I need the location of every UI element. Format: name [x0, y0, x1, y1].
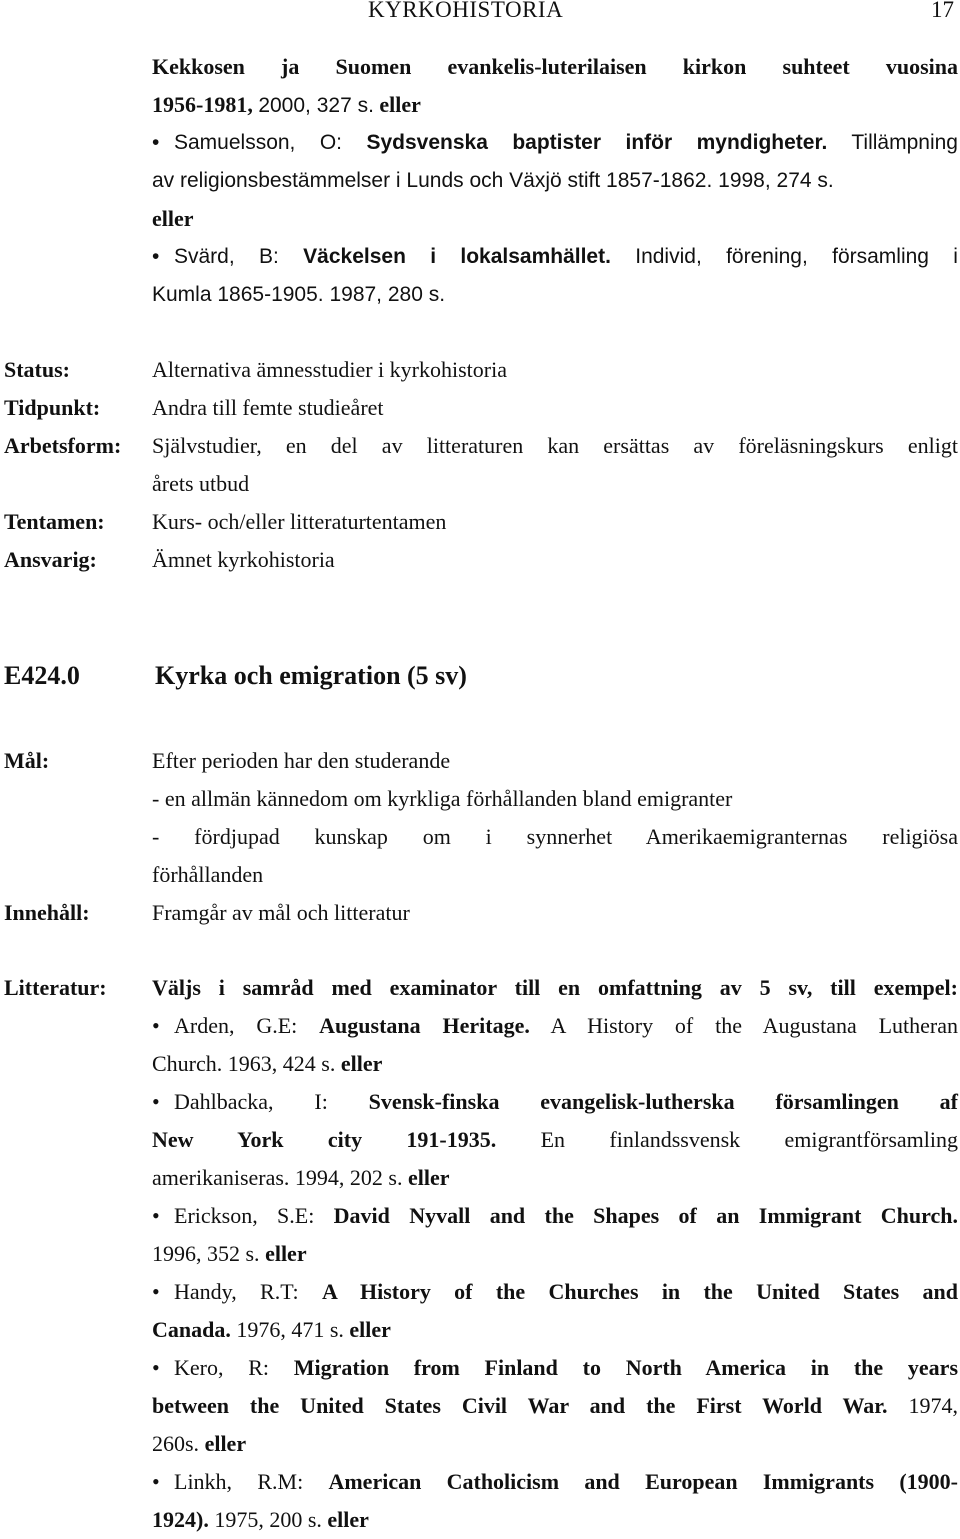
svard-line-1: • Svärd, B: Väckelsen i lokalsamhället. Individ, förening, församling i [152, 245, 958, 268]
goal-line-3: - fördjupad kunskap om i synnerhet Amerikaemigranternas religiösa [152, 824, 958, 849]
dahlbacka-line-1: • Dahlbacka, I: Svensk-finska evangelisk-lutherska församlingen af [152, 1089, 958, 1114]
page-number: 17 [931, 0, 954, 22]
work-form-value-2: årets utbud [152, 471, 250, 496]
samuelsson-line-1: • Samuelsson, O: Sydsvenska baptister inför myndigheter. Tillämpning [152, 131, 958, 154]
responsible-label: Ansvarig: [4, 547, 97, 572]
linkh-line-2: 1924). 1975, 200 s. eller [152, 1507, 369, 1532]
goal-label: Mål: [4, 748, 50, 773]
literature-intro: Väljs i samråd med examinator till en omfattning av 5 sv, till exempel: [152, 975, 958, 1000]
status-label: Status: [4, 357, 71, 382]
arden-line-1: • Arden, G.E: Augustana Heritage. A History of the Augustana Lutheran [152, 1013, 959, 1038]
kekkonen-line-1: Kekkosen ja Suomen evankelis-luterilaisen kirkon suhteet vuosina [152, 54, 958, 79]
goal-line-1: Efter perioden har den studerande [152, 748, 451, 773]
erickson-line-1: • Erickson, S.E: David Nyvall and the Shapes of an Immigrant Church. [152, 1203, 958, 1228]
svard-line-2: Kumla 1865-1905. 1987, 280 s. [152, 283, 446, 306]
kekkonen-line-2: 1956-1981, 2000, 327 s. eller [152, 92, 421, 117]
status-value: Alternativa ämnesstudier i kyrkohistoria [152, 357, 507, 382]
exam-label: Tentamen: [4, 509, 105, 534]
exam-value: Kurs- och/eller litteraturtentamen [152, 509, 447, 534]
running-header-title: KYRKOHISTORIA [368, 0, 564, 22]
kero-line-1: • Kero, R: Migration from Finland to North America in the years [152, 1355, 958, 1380]
erickson-line-2: 1996, 352 s. eller [152, 1241, 307, 1266]
literature-label: Litteratur: [4, 975, 107, 1000]
content-value: Framgår av mål och litteratur [152, 900, 410, 925]
course-title: Kyrka och emigration (5 sv) [155, 661, 467, 690]
time-value: Andra till femte studieåret [152, 395, 384, 420]
handy-line-2: Canada. 1976, 471 s. eller [152, 1317, 391, 1342]
goal-line-2: - en allmän kännedom om kyrkliga förhållanden bland emigranter [152, 786, 733, 811]
responsible-value: Ämnet kyrkohistoria [152, 547, 335, 572]
goal-line-4: förhållanden [152, 862, 264, 887]
work-form-value-1: Självstudier, en del av litteraturen kan ersättas av föreläsningskurs enligt [152, 433, 958, 458]
handy-line-1: • Handy, R.T: A History of the Churches in the United States and [152, 1279, 959, 1304]
samuelsson-line-2: av religionsbestämmelser i Lunds och Växjö stift 1857-1862. 1998, 274 s. [152, 169, 834, 192]
dahlbacka-line-3: amerikaniseras. 1994, 202 s. eller [152, 1165, 450, 1190]
course-code: E424.0 [4, 661, 80, 690]
arden-line-2: Church. 1963, 424 s. eller [152, 1051, 383, 1076]
or-separator-1: eller [152, 206, 194, 231]
kero-line-2: between the United States Civil War and the First World War. 1974, [152, 1393, 958, 1418]
linkh-line-1: • Linkh, R.M: American Catholicism and European Immigrants (1900- [152, 1469, 958, 1494]
dahlbacka-line-2: New York city 191-1935. En finlandssvensk emigrantförsamling [152, 1127, 959, 1152]
content-label: Innehåll: [4, 900, 90, 925]
kero-line-3: 260s. eller [152, 1431, 247, 1456]
work-form-label: Arbetsform: [4, 433, 122, 458]
time-label: Tidpunkt: [4, 395, 101, 420]
